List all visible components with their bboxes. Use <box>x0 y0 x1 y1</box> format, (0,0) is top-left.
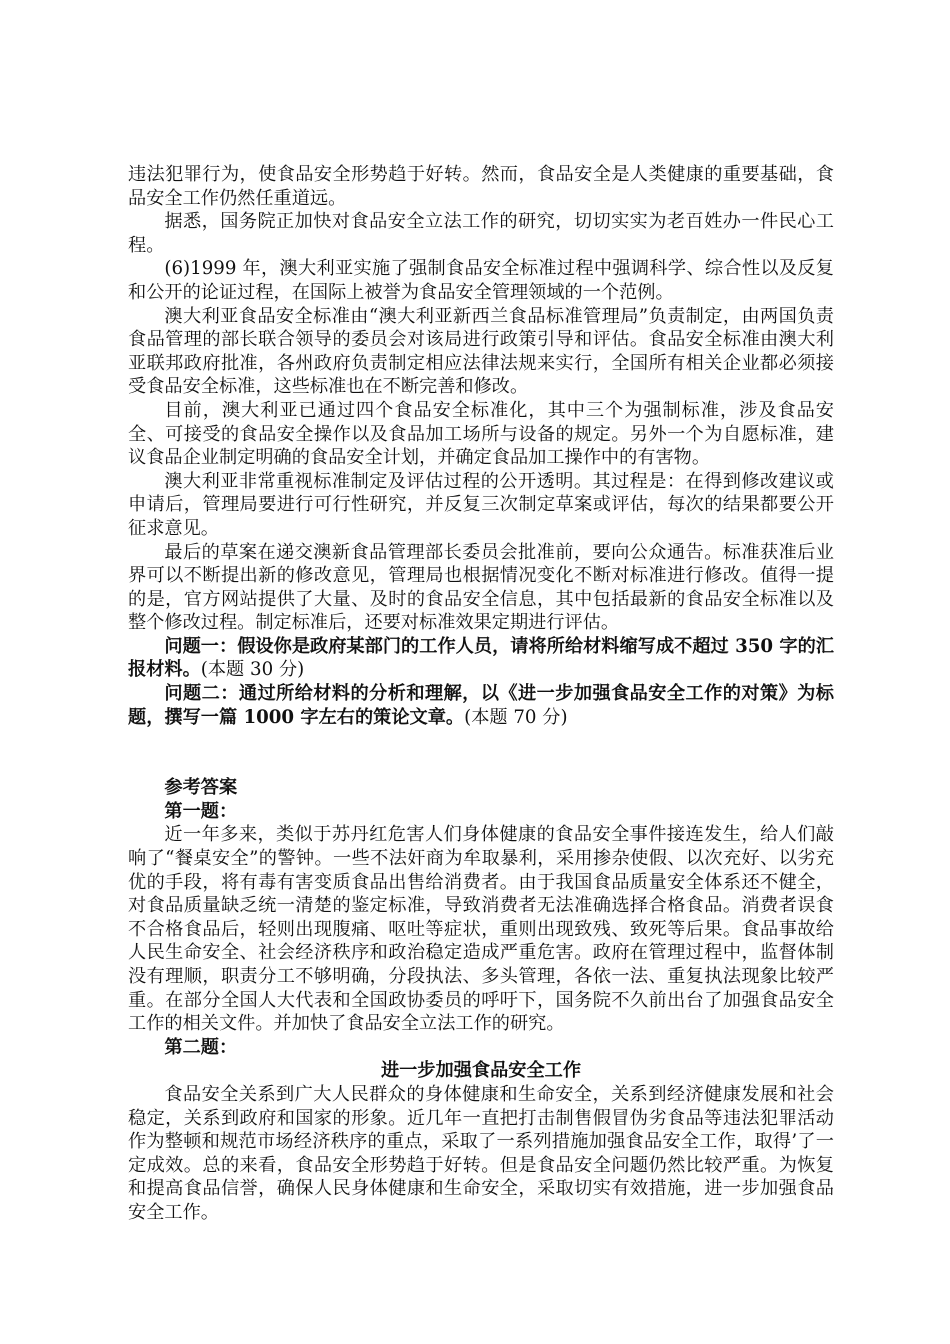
paragraph-continuation: 违法犯罪行为，使食品安全形势趋于好转。然而，食品安全是人类健康的重要基础，食品安全工作仍然任重道远。 <box>128 164 834 209</box>
paragraph-four-standards: 目前，澳大利亚已通过四个食品安全标准化，其中三个为强制标准，涉及食品安全、可接受的食品安全操作以及食品加工场所与设备的规定。另外一个为自愿标准，建议食品企业制定明确的食品安全计划，并确定食品加工操作中的有害物。 <box>128 399 834 469</box>
paragraph-final-draft: 最后的草案在递交澳新食品管理部长委员会批准前，要向公众通告。标准获准后业界可以不断提出新的修改意见，管理局也根据情况变化不断对标准进行修改。值得一提的是，官方网站提供了大量、及时的食品安全信息，其中包括最新的食品安全标准以及整个修改过程。制定标准后，还要对标准效果定期进行评估。 <box>128 541 834 634</box>
paragraph-legislation: 据悉，国务院正加快对食品安全立法工作的研究，切切实实为老百姓办一件民心工程。 <box>128 211 834 256</box>
essay-title: 进一步加强食品安全工作 <box>380 1060 582 1082</box>
essay-paragraph: 食品安全关系到广大人民群众的身体健康和生命安全，关系到经济健康发展和社会稳定，关系到政府和国家的形象。近几年一直把打击制售假冒伪劣食品等违法犯罪活动作为整顿和规范市场经济秩序的重点，采取了一系列措施加强食品安全工作，取得’了一定成效。总的来看，食品安全形势趋于好转。但是食品安全问题仍然比较严重。为恢复和提高食品信誉，确保人民身体健康和生命安全，采取切实有效措施，进一步加强食品安全工作。 <box>128 1083 834 1223</box>
question-two <box>128 682 834 729</box>
question-two-points: (本题 70 分) <box>464 706 568 728</box>
part-two-heading: 第二题： <box>164 1036 238 1058</box>
paragraph-australia-1999: (6)1999 年，澳大利亚实施了强制食品安全标准过程中强调科学、综合性以及反复和公开的论证过程，在国际上被誉为食品安全管理领域的一个范例。 <box>128 258 834 303</box>
section-gap <box>128 729 834 776</box>
answer-heading: 参考答案 <box>164 777 238 799</box>
paragraph-standards-authority: 澳大利亚食品安全标准由“澳大利亚新西兰食品标准管理局”负责制定，由两国负责食品管理的部长联合领导的委员会对该局进行政策引导和评估。食品安全标准由澳大利亚联邦政府批准，各州政府负责制定相应法律法规来实行，全国所有相关企业都必须接受食品安全标准，这些标准也在不断完善和修改。 <box>128 305 834 398</box>
question-one <box>128 635 834 682</box>
question-two-text: 问题二：通过所给材料的分析和理解，以《进一步加强食品安全工作的对策》为标题，撰写一篇 1000 字左右的策论文章。 <box>128 683 834 728</box>
part-one-answer: 近一年多来，类似于苏丹红危害人们身体健康的食品安全事件接连发生，给人们敲响了“餐桌安全”的警钟。一些不法奸商为牟取暴利，采用掺杂使假、以次充好、以劣充优的手段，将有毒有害变质食品出售给消费者。由于我国食品质量安全体系还不健全，对食品质量缺乏统一清楚的鉴定标准，导致消费者无法准确选择合格食品。消费者误食不合格食品后，轻则出现腹痛、呕吐等症状，重则出现致残、致死等后果。食品事故给人民生命安全、社会经济秩序和政治稳定造成严重危害。政府在管理过程中，监督体制没有理顺，职责分工不够明确，分段执法、多头管理，各依一法、重复执法现象比较严重。在部分全国人大代表和全国政协委员的呼吁下，国务院不久前出台了加强食品安全工作的相关文件。并加快了食品安全立法工作的研究。 <box>128 824 834 1035</box>
paragraph-transparency: 澳大利亚非常重视标准制定及评估过程的公开透明。其过程是：在得到修改建议或申请后，管理局要进行可行性研究，并反复三次制定草案或评估，每次的结果都要公开征求意见。 <box>128 470 834 539</box>
question-one-text: 问题一：假设你是政府某部门的工作人员，请将所给材料缩写成不超过 350 字的汇报材料。 <box>128 635 834 681</box>
document-page <box>128 163 834 1225</box>
question-one-points: (本题 30 分) <box>200 659 305 681</box>
part-one-heading: 第一题： <box>164 800 238 822</box>
